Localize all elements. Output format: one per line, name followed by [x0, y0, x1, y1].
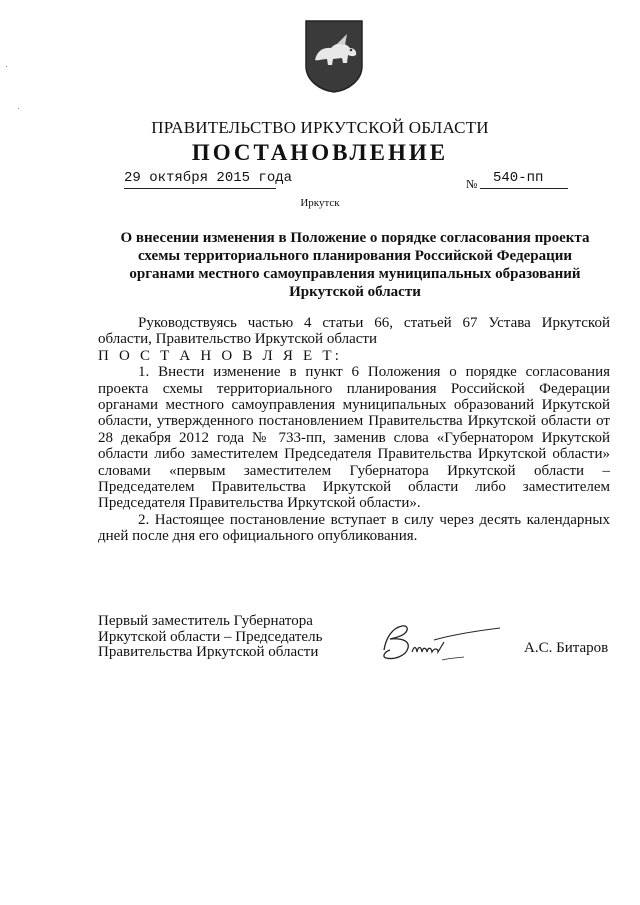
- scan-speck: [18, 108, 19, 109]
- document-body: [98, 315, 610, 545]
- heading-line: схемы территориального планирования Российской Федерации: [137, 248, 573, 264]
- preamble: Руководствуясь частью 4 статьи 66, статьей 67 Устава Иркутской области, Правительство Иркутской области: [98, 315, 610, 348]
- heading-line: О внесении изменения в Положение о порядке согласования проекта: [120, 230, 590, 246]
- heading-line: Иркутской области: [289, 284, 421, 300]
- heading-line: органами местного самоуправления муниципальных образований: [129, 266, 581, 282]
- city: Иркутск: [300, 197, 340, 209]
- document-number: 540-пп: [493, 170, 544, 186]
- signer-position-line: Первый заместитель Губернатора: [98, 613, 313, 629]
- handwritten-signature-icon: [378, 620, 508, 668]
- document-type: ПОСТАНОВЛЕНИЕ: [191, 140, 449, 165]
- decree-word: П О С Т А Н О В Л Я Е Т:: [98, 347, 343, 364]
- document-date: 29 октября 2015 года: [124, 170, 293, 186]
- date-underline: [124, 188, 276, 189]
- coat-of-arms-icon: [303, 18, 365, 94]
- signer-position-line: Иркутской области – Председатель: [98, 628, 323, 645]
- number-sign: №: [466, 177, 478, 191]
- number-underline: [480, 188, 568, 189]
- signer-position: [98, 614, 322, 661]
- item-1: 1. Внести изменение в пункт 6 Положения о порядке согласования проекта схемы территориального планирования Российской Федерации органами местного самоуправления муниципальных образований Иркутской области, утвержденного постановлением Правительства Иркутской области от 28 декабря 2012 года № 733-пп, заменив слова «Губернатором Иркутской области либо заместителем Председателя Правительства Иркутской области» словами «первым заместителем Губернатора Иркутской области – Председателем Правительства Иркутской области либо заместителем Председателя Правительства Иркутской области».: [98, 364, 610, 512]
- item-2: 2. Настоящее постановление вступает в силу через десять календарных дней после дня его официального опубликования.: [98, 511, 610, 545]
- scan-speck: [6, 66, 7, 67]
- signer-position-line: Правительства Иркутской области: [98, 644, 319, 660]
- government-name: ПРАВИТЕЛЬСТВО ИРКУТСКОЙ ОБЛАСТИ: [151, 118, 489, 137]
- signer-name: А.С. Битаров: [524, 640, 609, 656]
- document-heading: [100, 229, 610, 301]
